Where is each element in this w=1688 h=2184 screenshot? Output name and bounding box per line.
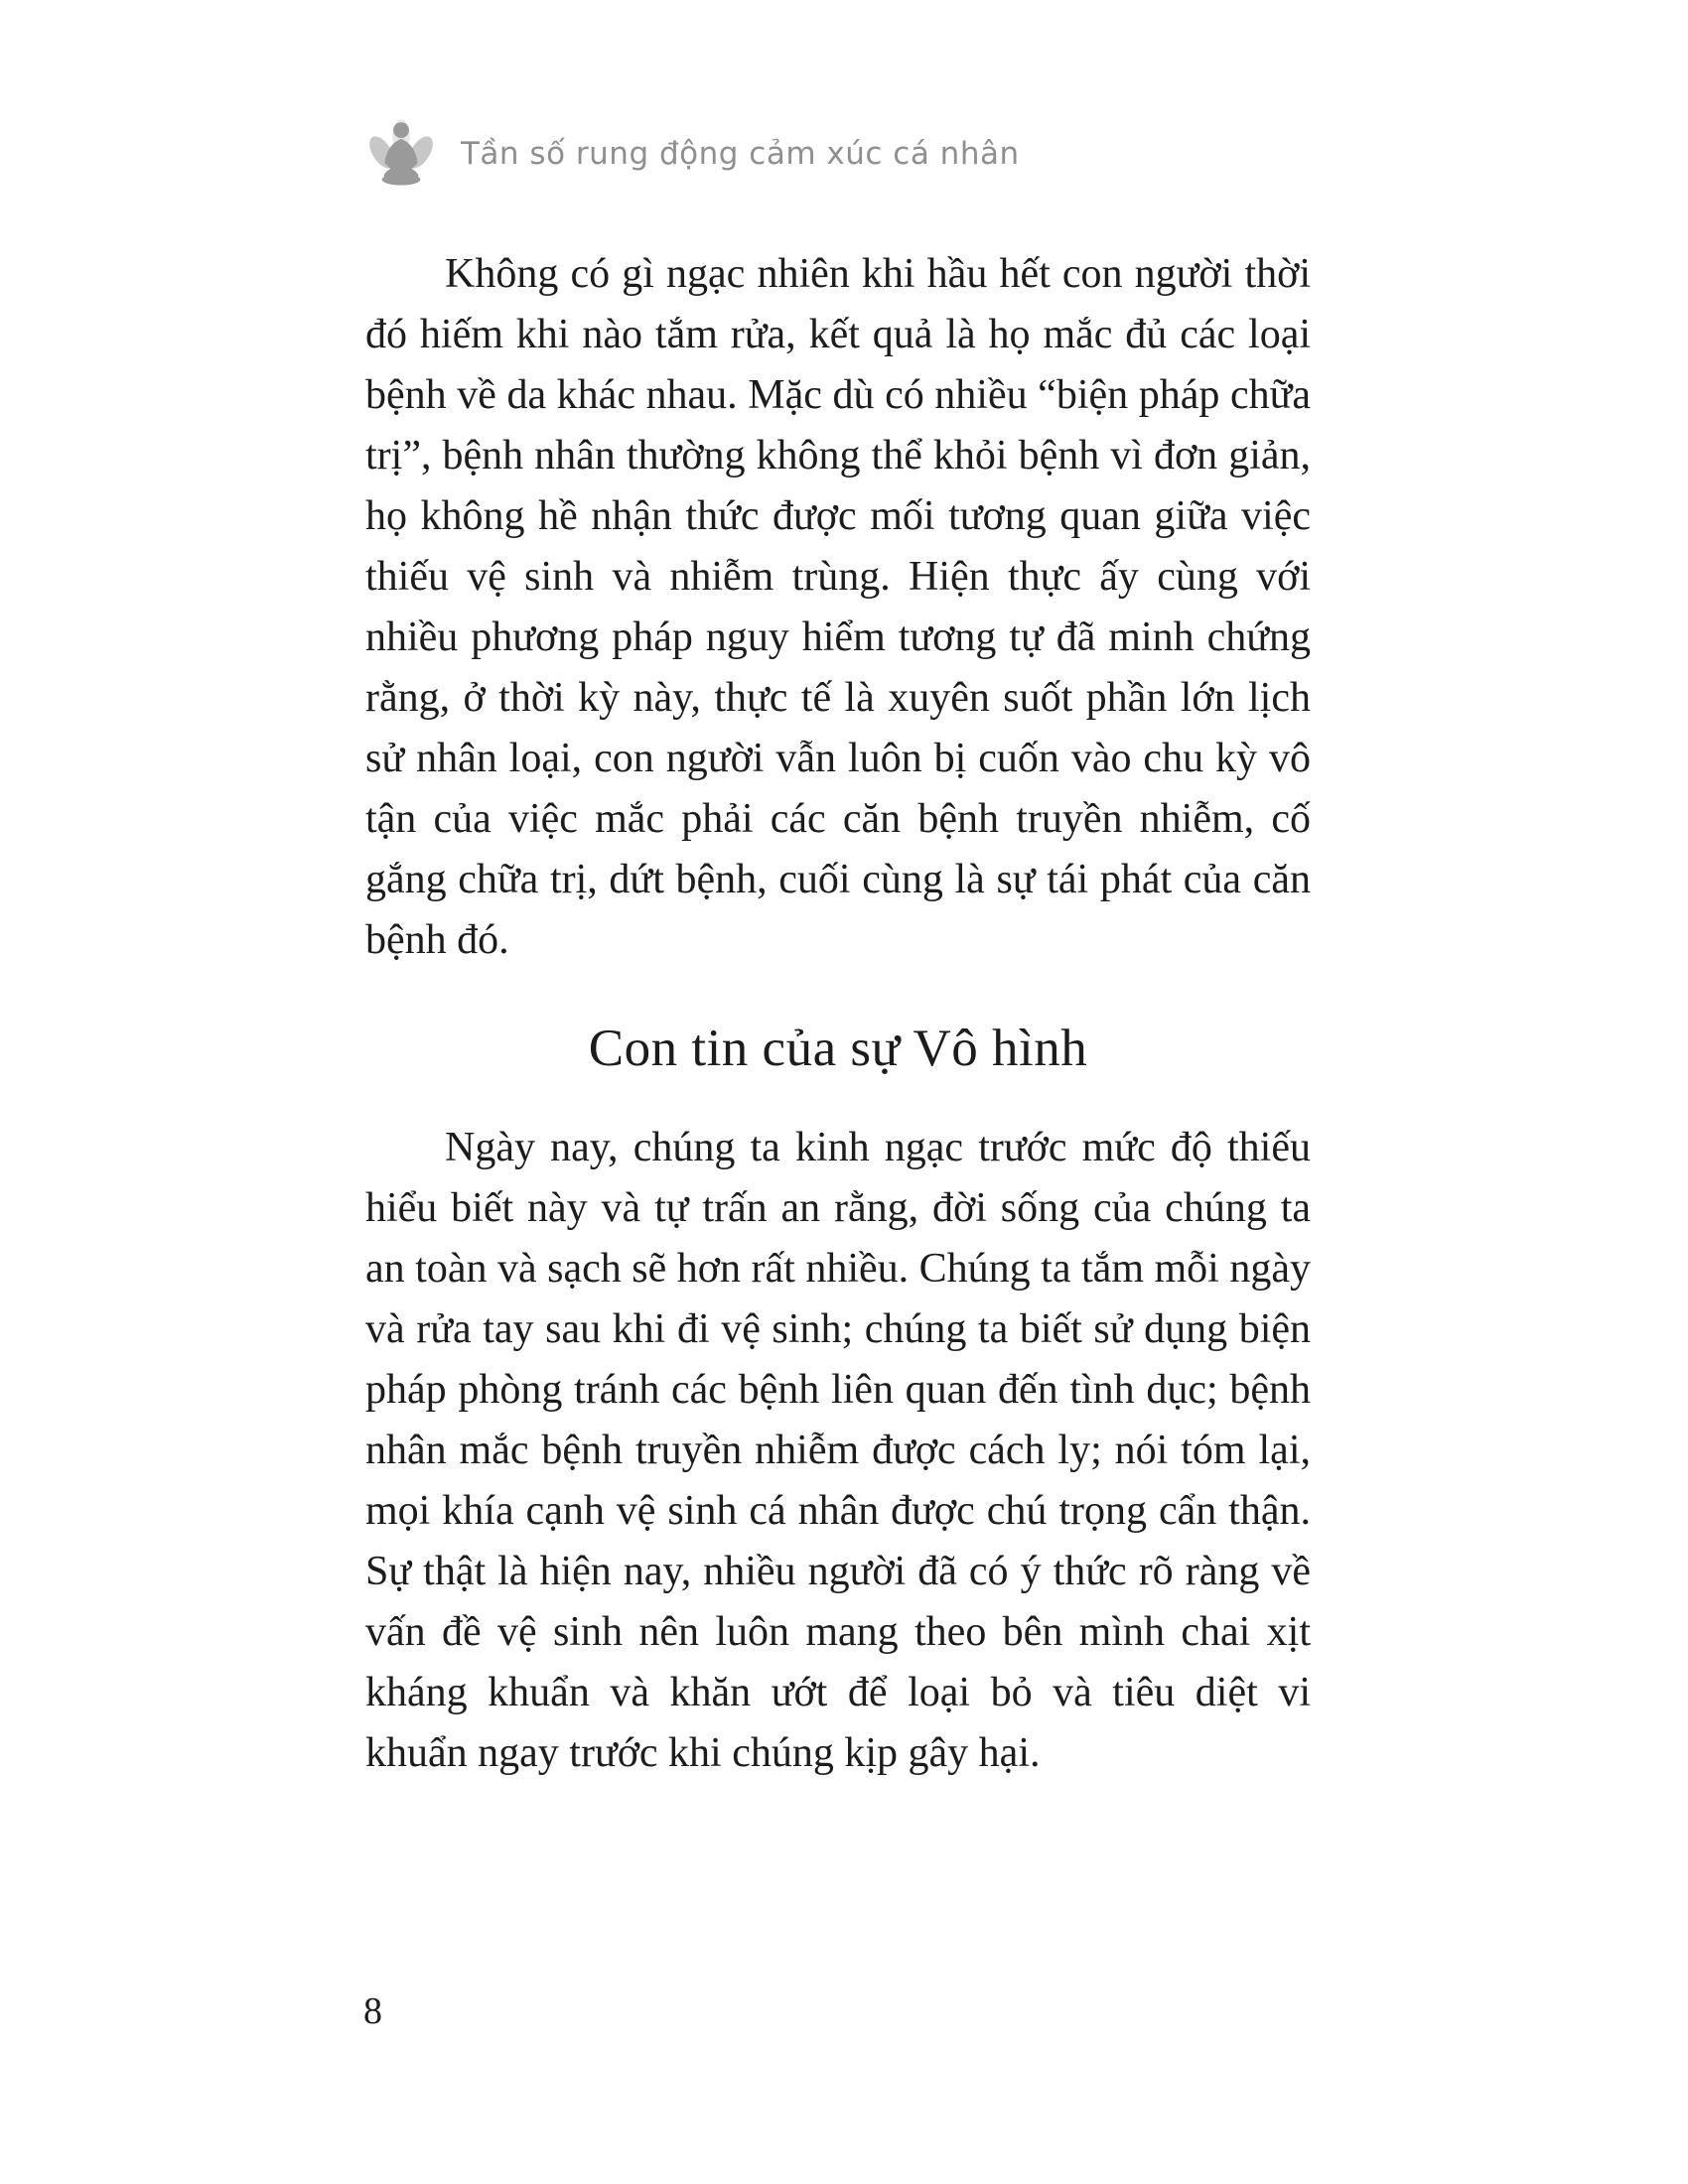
section-heading: Con tin của sự Vô hình [588,1020,1088,1077]
page-header [365,111,1020,191]
text-block [365,244,1311,1784]
body-paragraph-1: Không có gì ngạc nhiên khi hầu hết con người thời đó hiếm khi nào tắm rửa, kết quả là họ mắc đủ các loại bệnh về da khác nhau. Mặc dù có nhiều “biện pháp chữa trị”, bệnh nhân thường không thể khỏi bệnh vì đơn giản, họ không hề nhận thức được mối tương quan giữa việc thiếu vệ sinh và nhiễm trùng. Hiện thực ấy cùng với nhiều phương pháp nguy hiểm tương tự đã minh chứng rằng, ở thời kỳ này, thực tế là xuyên suốt phần lớn lịch sử nhân loại, con người vẫn luôn bị cuốn vào chu kỳ vô tận của việc mắc phải các căn bệnh truyền nhiễm, cố gắng chữa trị, dứt bệnh, cuối cùng là sự tái phát của căn bệnh đó. [365,251,1311,963]
body-paragraph-2: Ngày nay, chúng ta kinh ngạc trước mức độ thiếu hiểu biết này và tự trấn an rằng, đời sống của chúng ta an toàn và sạch sẽ hơn rất nhiều. Chúng ta tắm mỗi ngày và rửa tay sau khi đi vệ sinh; chúng ta biết sử dụng biện pháp phòng tránh các bệnh liên quan đến tình dục; bệnh nhân mắc bệnh truyền nhiễm được cách ly; nói tóm lại, mọi khía cạnh vệ sinh cá nhân được chú trọng cẩn thận. Sự thật là hiện nay, nhiều người đã có ý thức rõ ràng về vấn đề vệ sinh nên luôn mang theo bên mình chai xịt kháng khuẩn và khăn ướt để loại bỏ và tiêu diệt vi khuẩn ngay trước khi chúng kịp gây hại. [365,1125,1311,1776]
lotus-meditation-icon [365,111,437,191]
running-head-book-title: Tần số rung động cảm xúc cá nhân [461,136,1020,172]
page-number: 8 [363,1990,382,2032]
